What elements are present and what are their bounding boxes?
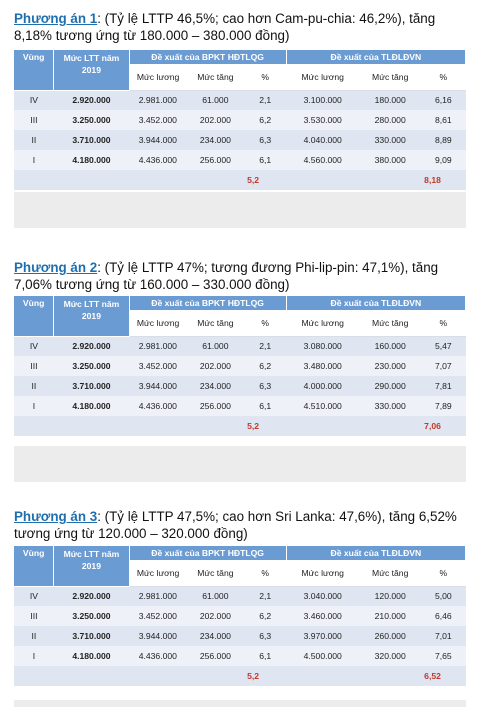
- cell-tld-percent: 6,46: [421, 606, 465, 626]
- summary-tld-percent: 8,18: [421, 170, 465, 190]
- summary-empty: [359, 416, 421, 436]
- table-footer-band: [14, 446, 466, 482]
- cell-bpkt-wage: 4.436.000: [129, 646, 187, 666]
- header-zone: Vùng: [14, 50, 54, 90]
- cell-tld-wage: 3.970.000: [286, 626, 359, 646]
- cell-bpkt-percent: 2,1: [244, 336, 286, 356]
- cell-tld-wage: 3.530.000: [286, 110, 359, 130]
- cell-bpkt-increase: 256.000: [187, 150, 245, 170]
- subheader-bpkt-pct: %: [244, 310, 286, 336]
- cell-tld-wage: 3.100.000: [286, 90, 359, 110]
- subheader-tld-pct: %: [421, 64, 465, 90]
- summary-empty: [14, 416, 54, 436]
- header-bpkt: Đề xuất của BPKT HĐTLQG: [129, 296, 286, 310]
- table-row: [14, 130, 466, 150]
- cell-bpkt-percent: 6,2: [244, 356, 286, 376]
- cell-bpkt-wage: 4.436.000: [129, 150, 187, 170]
- summary-empty: [286, 170, 359, 190]
- wage-table: [14, 296, 466, 436]
- summary-empty: [14, 170, 54, 190]
- cell-tld-increase: 210.000: [359, 606, 421, 626]
- cell-zone: IV: [14, 586, 54, 606]
- cell-bpkt-percent: 6,1: [244, 396, 286, 416]
- cell-tld-percent: 7,07: [421, 356, 465, 376]
- table-row: [14, 646, 466, 666]
- cell-tld-wage: 4.510.000: [286, 396, 359, 416]
- cell-bpkt-wage: 2.981.000: [129, 586, 187, 606]
- cell-zone: I: [14, 396, 54, 416]
- summary-empty: [187, 170, 245, 190]
- cell-bpkt-percent: 6,1: [244, 646, 286, 666]
- cell-bpkt-increase: 256.000: [187, 396, 245, 416]
- header-bpkt: Đề xuất của BPKT HĐTLQG: [129, 50, 286, 64]
- table-row: [14, 356, 466, 376]
- cell-bpkt-percent: 6,3: [244, 626, 286, 646]
- header-zone: Vùng: [14, 296, 54, 336]
- cell-bpkt-increase: 61.000: [187, 90, 245, 110]
- table-row: [14, 606, 466, 626]
- header-tld: Đề xuất của TLĐLĐVN: [286, 546, 465, 560]
- cell-tld-increase: 160.000: [359, 336, 421, 356]
- cell-tld-increase: 290.000: [359, 376, 421, 396]
- cell-bpkt-increase: 202.000: [187, 606, 245, 626]
- header-row: [14, 50, 466, 64]
- option-heading: [14, 10, 474, 44]
- cell-ltt-2019: 2.920.000: [54, 336, 129, 356]
- summary-empty: [54, 416, 129, 436]
- cell-tld-percent: 7,81: [421, 376, 465, 396]
- cell-zone: II: [14, 130, 54, 150]
- option-heading: [14, 508, 474, 542]
- option-description: : (Tỷ lệ LTTP 47,5%; cao hơn Sri Lanka: 47,6%), tăng 6,52% tương ứng từ 120.000 – 320.000 đồng): [14, 509, 457, 541]
- cell-tld-percent: 7,89: [421, 396, 465, 416]
- subheader-tld-inc: Mức tăng: [359, 310, 421, 336]
- cell-ltt-2019: 2.920.000: [54, 90, 129, 110]
- cell-tld-percent: 9,09: [421, 150, 465, 170]
- table-row: [14, 586, 466, 606]
- cell-zone: IV: [14, 90, 54, 110]
- cell-ltt-2019: 2.920.000: [54, 586, 129, 606]
- option-title: Phương án 3: [14, 509, 98, 524]
- cell-tld-increase: 120.000: [359, 586, 421, 606]
- cell-bpkt-increase: 234.000: [187, 376, 245, 396]
- summary-empty: [187, 666, 245, 686]
- cell-bpkt-percent: 6,3: [244, 376, 286, 396]
- subheader-tld-pct: %: [421, 560, 465, 586]
- header-zone: Vùng: [14, 546, 54, 586]
- cell-tld-increase: 320.000: [359, 646, 421, 666]
- cell-bpkt-wage: 2.981.000: [129, 90, 187, 110]
- cell-tld-percent: 7,01: [421, 626, 465, 646]
- cell-bpkt-increase: 234.000: [187, 130, 245, 150]
- cell-tld-wage: 3.460.000: [286, 606, 359, 626]
- cell-bpkt-percent: 6,2: [244, 606, 286, 626]
- wage-table: [14, 546, 466, 686]
- summary-empty: [187, 416, 245, 436]
- header-ltt: Mức LTT năm 2019: [54, 546, 129, 586]
- summary-row: [14, 666, 466, 686]
- cell-tld-wage: 4.040.000: [286, 130, 359, 150]
- cell-ltt-2019: 3.710.000: [54, 376, 129, 396]
- cell-ltt-2019: 4.180.000: [54, 646, 129, 666]
- cell-tld-increase: 280.000: [359, 110, 421, 130]
- summary-empty: [54, 666, 129, 686]
- cell-ltt-2019: 4.180.000: [54, 150, 129, 170]
- cell-tld-percent: 5,47: [421, 336, 465, 356]
- cell-tld-increase: 380.000: [359, 150, 421, 170]
- cell-tld-wage: 4.500.000: [286, 646, 359, 666]
- option-description: : (Tỷ lệ LTTP 47%; tương đương Phi-lip-pin: 47,1%), tăng 7,06% tương ứng từ 160.000 – 330.000 đồng): [14, 260, 439, 292]
- subheader-bpkt-wage: Mức lương: [129, 64, 187, 90]
- cell-zone: II: [14, 376, 54, 396]
- cell-zone: I: [14, 646, 54, 666]
- cell-bpkt-percent: 6,1: [244, 150, 286, 170]
- summary-empty: [359, 666, 421, 686]
- cell-tld-wage: 4.560.000: [286, 150, 359, 170]
- summary-empty: [14, 666, 54, 686]
- header-bpkt: Đề xuất của BPKT HĐTLQG: [129, 546, 286, 560]
- cell-ltt-2019: 3.250.000: [54, 356, 129, 376]
- header-ltt: Mức LTT năm 2019: [54, 296, 129, 336]
- option-title: Phương án 2: [14, 260, 98, 275]
- header-row: [14, 546, 466, 560]
- table-row: [14, 626, 466, 646]
- option-title: Phương án 1: [14, 11, 98, 26]
- table-row: [14, 376, 466, 396]
- cell-bpkt-wage: 3.944.000: [129, 626, 187, 646]
- cell-bpkt-increase: 61.000: [187, 586, 245, 606]
- wage-table: [14, 50, 466, 190]
- cell-bpkt-percent: 6,3: [244, 130, 286, 150]
- cell-bpkt-percent: 2,1: [244, 586, 286, 606]
- table-row: [14, 110, 466, 130]
- summary-empty: [359, 170, 421, 190]
- cell-tld-percent: 6,16: [421, 90, 465, 110]
- summary-empty: [129, 170, 187, 190]
- cell-zone: III: [14, 110, 54, 130]
- cell-ltt-2019: 3.710.000: [54, 130, 129, 150]
- cell-tld-increase: 180.000: [359, 90, 421, 110]
- cell-bpkt-wage: 3.452.000: [129, 356, 187, 376]
- table-row: [14, 336, 466, 356]
- cell-tld-wage: 4.000.000: [286, 376, 359, 396]
- cell-ltt-2019: 3.710.000: [54, 626, 129, 646]
- subheader-bpkt-pct: %: [244, 560, 286, 586]
- header-tld: Đề xuất của TLĐLĐVN: [286, 50, 465, 64]
- cell-tld-wage: 3.080.000: [286, 336, 359, 356]
- cell-bpkt-increase: 234.000: [187, 626, 245, 646]
- table-footer-band: [14, 192, 466, 228]
- cell-bpkt-wage: 3.452.000: [129, 110, 187, 130]
- cell-bpkt-increase: 202.000: [187, 356, 245, 376]
- subheader-tld-wage: Mức lương: [286, 310, 359, 336]
- cell-bpkt-percent: 2,1: [244, 90, 286, 110]
- subheader-tld-inc: Mức tăng: [359, 560, 421, 586]
- cell-tld-increase: 260.000: [359, 626, 421, 646]
- cell-tld-wage: 3.480.000: [286, 356, 359, 376]
- header-tld: Đề xuất của TLĐLĐVN: [286, 296, 465, 310]
- cell-tld-increase: 330.000: [359, 130, 421, 150]
- cell-zone: IV: [14, 336, 54, 356]
- summary-row: [14, 170, 466, 190]
- cell-bpkt-increase: 256.000: [187, 646, 245, 666]
- cell-bpkt-increase: 202.000: [187, 110, 245, 130]
- option-heading: [14, 259, 474, 293]
- cell-tld-percent: 7,65: [421, 646, 465, 666]
- subheader-bpkt-wage: Mức lương: [129, 560, 187, 586]
- header-row: [14, 296, 466, 310]
- subheader-tld-pct: %: [421, 310, 465, 336]
- cell-tld-percent: 8,61: [421, 110, 465, 130]
- summary-row: [14, 416, 466, 436]
- table-row: [14, 150, 466, 170]
- header-ltt: Mức LTT năm 2019: [54, 50, 129, 90]
- cell-tld-increase: 330.000: [359, 396, 421, 416]
- summary-bpkt-percent: 5,2: [244, 666, 286, 686]
- subheader-bpkt-pct: %: [244, 64, 286, 90]
- cell-ltt-2019: 3.250.000: [54, 606, 129, 626]
- table-row: [14, 396, 466, 416]
- summary-bpkt-percent: 5,2: [244, 416, 286, 436]
- table-row: [14, 90, 466, 110]
- cell-zone: II: [14, 626, 54, 646]
- option-description: : (Tỷ lệ LTTP 46,5%; cao hơn Cam-pu-chia: 46,2%), tăng 8,18% tương ứng từ 180.000 – 380.000 đồng): [14, 11, 436, 43]
- table-footer-band: [14, 700, 466, 707]
- cell-tld-increase: 230.000: [359, 356, 421, 376]
- cell-bpkt-wage: 3.452.000: [129, 606, 187, 626]
- subheader-tld-wage: Mức lương: [286, 64, 359, 90]
- subheader-bpkt-inc: Mức tăng: [187, 64, 245, 90]
- subheader-tld-wage: Mức lương: [286, 560, 359, 586]
- subheader-bpkt-inc: Mức tăng: [187, 560, 245, 586]
- cell-zone: III: [14, 606, 54, 626]
- cell-bpkt-wage: 4.436.000: [129, 396, 187, 416]
- cell-bpkt-wage: 2.981.000: [129, 336, 187, 356]
- summary-empty: [129, 666, 187, 686]
- cell-bpkt-wage: 3.944.000: [129, 376, 187, 396]
- cell-bpkt-increase: 61.000: [187, 336, 245, 356]
- cell-tld-percent: 5,00: [421, 586, 465, 606]
- cell-tld-percent: 8,89: [421, 130, 465, 150]
- summary-tld-percent: 7,06: [421, 416, 465, 436]
- summary-empty: [129, 416, 187, 436]
- cell-tld-wage: 3.040.000: [286, 586, 359, 606]
- cell-bpkt-percent: 6,2: [244, 110, 286, 130]
- subheader-bpkt-inc: Mức tăng: [187, 310, 245, 336]
- cell-zone: III: [14, 356, 54, 376]
- summary-tld-percent: 6,52: [421, 666, 465, 686]
- cell-bpkt-wage: 3.944.000: [129, 130, 187, 150]
- cell-zone: I: [14, 150, 54, 170]
- summary-empty: [286, 416, 359, 436]
- subheader-tld-inc: Mức tăng: [359, 64, 421, 90]
- summary-bpkt-percent: 5,2: [244, 170, 286, 190]
- subheader-bpkt-wage: Mức lương: [129, 310, 187, 336]
- summary-empty: [286, 666, 359, 686]
- cell-ltt-2019: 4.180.000: [54, 396, 129, 416]
- cell-ltt-2019: 3.250.000: [54, 110, 129, 130]
- summary-empty: [54, 170, 129, 190]
